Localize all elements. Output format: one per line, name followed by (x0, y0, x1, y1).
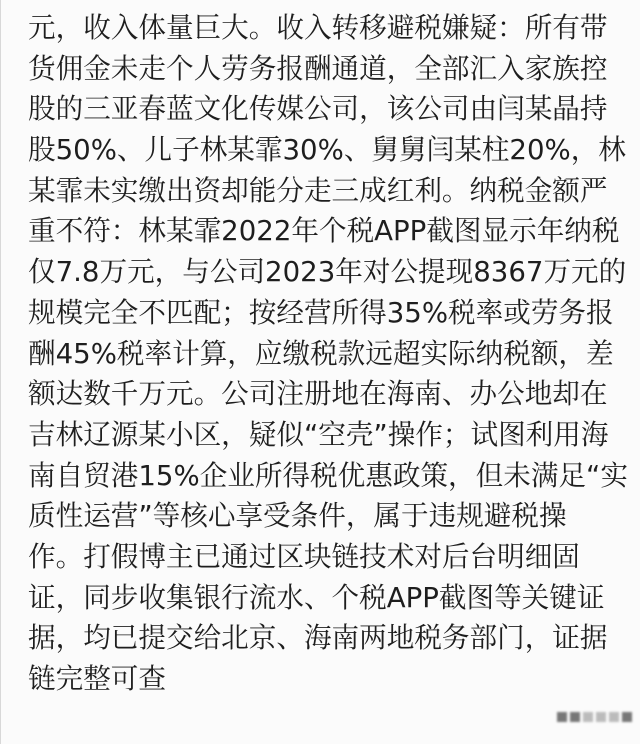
text-line: 某霏未实缴出资却能分走三成红利。纳税金额严 (28, 173, 608, 207)
text-line: 货佣金未走个人劳务报酬通道，全部汇入家族控 (28, 51, 608, 85)
text-line: 链完整可查 (28, 662, 166, 695)
blurred-watermark (557, 712, 632, 722)
text-line: 酬45%税率计算，应缴税款远超实际纳税额，差 (28, 336, 614, 370)
text-line: 据，均已提交给北京、海南两地税务部门，证据 (28, 621, 608, 655)
left-border (0, 0, 1, 744)
text-line: 吉林辽源某小区，疑似“空壳”操作；试图利用海 (28, 417, 609, 451)
text-line: 作。打假博主已通过区块链技术对后台明细固 (28, 539, 580, 573)
text-line: 规模完全不匹配；按经营所得35%税率或劳务报 (28, 295, 614, 329)
text-line: 股50%、儿子林某霏30%、舅舅闫某柱20%，林 (28, 133, 626, 167)
text-line: 证，同步收集银行流水、个税APP截图等关键证 (28, 580, 605, 614)
text-line: 额达数千万元。公司注册地在海南、办公地却在 (28, 377, 608, 411)
text-line: 股的三亚春蓝文化传媒公司，该公司由闫某晶持 (28, 92, 608, 126)
text-line: 南自贸港15%企业所得税优惠政策，但未满足“实 (28, 458, 628, 492)
text-line: 仅7.8万元，与公司2023年对公提现8367万元的 (28, 255, 627, 289)
text-line: 元，收入体量巨大。收入转移避税嫌疑：所有带 (28, 11, 608, 44)
text-line: 重不符：林某霏2022年个税APP截图显示年纳税 (28, 214, 620, 248)
article-body (28, 8, 628, 700)
text-line: 质性运营”等核心享受条件，属于违规避税操 (28, 499, 567, 533)
